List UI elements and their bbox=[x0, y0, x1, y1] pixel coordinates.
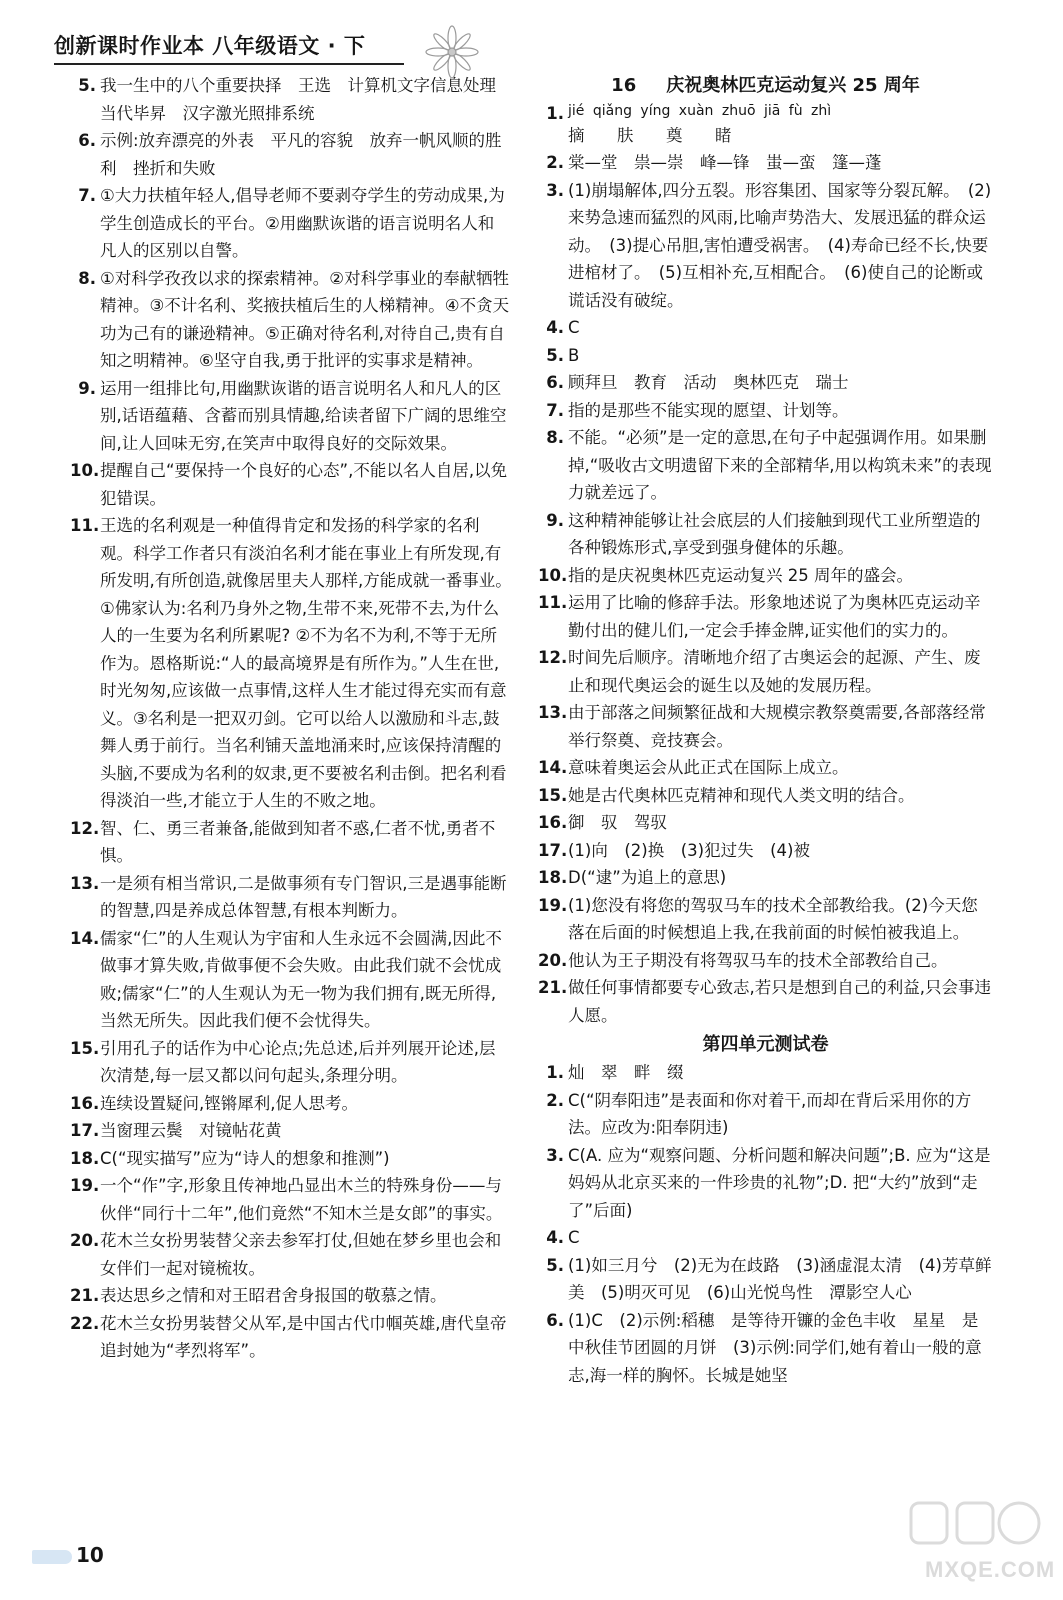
item-number: 4. bbox=[546, 318, 564, 337]
answer-item bbox=[538, 1252, 993, 1307]
item-text: 棠—堂 祟—崇 峰—锋 蚩—蛮 篷—蓬 bbox=[568, 153, 882, 172]
answer-item bbox=[70, 457, 510, 512]
section-heading-16 bbox=[538, 72, 993, 100]
item-text: 儒家“仁”的人生观认为宇宙和人生永远不会圆满,因此不做事才算失败,肯做事便不会失败。由此我们就不会忧成败;儒家“仁”的人生观认为无一物为我们拥有,既无所得,当然无所失。因此我们便不会忧得失。 bbox=[100, 928, 502, 1030]
answer-item bbox=[70, 265, 510, 375]
answer-item bbox=[70, 1172, 510, 1227]
item-text: (1)C (2)示例:稻穗 是等待开镰的金色丰收 星星 是中秋佳节团圆的月饼 (3)示例:同学们,她有着山一般的意志,海一样的胸怀。长城是她坚 bbox=[568, 1310, 982, 1385]
item-number: 8. bbox=[546, 428, 564, 447]
item-number: 13. bbox=[538, 703, 568, 722]
section-heading-unit4: 第四单元测试卷 bbox=[702, 1034, 829, 1055]
watermark-text: MXQE.COM bbox=[925, 1557, 1056, 1582]
item-text: ①大力扶植年轻人,倡导老师不要剥夺学生的劳动成果,为学生创造成长的平台。②用幽默诙谐的语言说明名人和凡人的区别以自警。 bbox=[100, 186, 505, 260]
item-number: 1. bbox=[546, 104, 564, 123]
item-text: 指的是那些不能实现的愿望、计划等。 bbox=[568, 400, 849, 420]
item-text: 意味着奥运会从此正式在国际上成立。 bbox=[568, 758, 849, 777]
item-text: B bbox=[568, 345, 580, 365]
answer-item bbox=[70, 870, 510, 925]
answer-item bbox=[538, 149, 993, 177]
page-header bbox=[54, 30, 514, 74]
item-number: 10. bbox=[70, 461, 100, 480]
item-number: 17. bbox=[70, 1121, 100, 1140]
item-text: 一是须有相当常识,二是做事须有专门智识,三是遇事能断的智慧,四是养成总体智慧,有根本判断力。 bbox=[100, 873, 507, 920]
item-number: 6. bbox=[78, 131, 96, 150]
item-text: 当窗理云鬓 对镜帖花黄 bbox=[100, 1121, 282, 1140]
answer-item bbox=[70, 127, 510, 182]
item-number: 14. bbox=[70, 928, 100, 948]
page-tab-marker bbox=[32, 1550, 72, 1564]
header-title: 创新课时作业本 八年级语文 · 下 bbox=[54, 34, 366, 58]
item-text: D(“逮”为追上的意思) bbox=[568, 868, 727, 887]
watermark-logo-icon bbox=[905, 1495, 1045, 1565]
item-number: 7. bbox=[546, 400, 564, 420]
item-number: 6. bbox=[546, 1310, 564, 1330]
item-text: 灿 翠 畔 缀 bbox=[568, 1063, 684, 1082]
item-number: 1. bbox=[546, 1063, 564, 1082]
item-number: 18. bbox=[70, 1148, 100, 1168]
item-text: 提醒自己“要保持一个良好的心态”,不能以名人自居,以免犯错误。 bbox=[100, 461, 508, 508]
item-number: 16. bbox=[538, 813, 568, 832]
answer-item bbox=[70, 1145, 510, 1173]
answer-item bbox=[538, 369, 993, 397]
item-text: 这种精神能够让社会底层的人们接触到现代工业所塑造的各种锻炼形式,享受到强身健体的乐趣。 bbox=[568, 510, 981, 557]
answer-item bbox=[538, 809, 993, 837]
answer-item bbox=[538, 782, 993, 810]
item-number: 20. bbox=[538, 950, 568, 970]
item-number: 10. bbox=[538, 565, 568, 585]
answer-item bbox=[538, 562, 993, 590]
item-text: 他认为王子期没有将驾驭马车的技术全部教给自己。 bbox=[568, 950, 948, 970]
item-text: (1)崩塌解体,四分五裂。形容集团、国家等分裂瓦解。 (2)来势急速而猛烈的风雨,比喻声势浩大、发展迅猛的群众运动。 (3)提心吊胆,害怕遭受祸害。 (4)寿命已经不长,快要进棺材了。 (5)互相补充,互相配合。 (6)使自己的论断或谎话没有破绽。 bbox=[568, 180, 992, 310]
answer-item bbox=[538, 589, 993, 644]
item-number: 5. bbox=[546, 345, 564, 365]
answer-item bbox=[538, 314, 993, 342]
item-text: 运用一组排比句,用幽默诙谐的语言说明名人和凡人的区别,话语蕴藉、含蓄而别具情趣,给读者留下广阔的思维空间,让人回味无穷,在笑声中取得良好的交际效果。 bbox=[100, 378, 507, 453]
answer-item bbox=[538, 1307, 993, 1390]
hanzi-line: 摘 肤 奠 睹 bbox=[568, 126, 740, 145]
item-text: (1)您没有将您的驾驭马车的技术全部教给我。(2)今天您落在后面的时候想追上我,在我前面的时候怕被我追上。 bbox=[568, 895, 978, 942]
answer-item bbox=[538, 974, 993, 1029]
item-text: C(“现实描写”应为“诗人的想象和推测”) bbox=[100, 1148, 390, 1168]
item-text: 引用孔子的话作为中心论点;先总述,后并列展开论述,层次清楚,每一层又都以问句起头,条理分明。 bbox=[100, 1038, 496, 1085]
item-text: 不能。“必须”是一定的意思,在句子中起强调作用。如果删掉,“吸收古文明遗留下来的全部精华,用以构筑未来”的表现力就差远了。 bbox=[568, 428, 992, 502]
item-number: 22. bbox=[70, 1313, 100, 1333]
answer-item bbox=[538, 424, 993, 507]
answer-item bbox=[538, 754, 993, 782]
item-number: 13. bbox=[70, 873, 100, 893]
answer-item bbox=[538, 947, 993, 975]
answer-item bbox=[70, 1227, 510, 1282]
item-text: 时间先后顺序。清晰地介绍了古奥运会的起源、产生、废止和现代奥运会的诞生以及她的发展历程。 bbox=[568, 648, 981, 695]
header-rule bbox=[54, 63, 404, 65]
item-number: 11. bbox=[538, 593, 568, 612]
item-text: ①对科学孜孜以求的探索精神。②对科学事业的奉献牺牲精神。③不计名利、奖掖扶植后生的人梯精神。④不贪天功为己有的谦逊精神。⑤正确对待名利,对待自己,贵有自知之明精神。⑥坚守自我,勇于批评的实事求是精神。 bbox=[100, 268, 510, 370]
item-number: 11. bbox=[70, 516, 100, 535]
answer-item bbox=[538, 1087, 993, 1142]
answer-item bbox=[70, 512, 520, 815]
item-number: 17. bbox=[538, 840, 568, 860]
item-number: 9. bbox=[78, 378, 96, 398]
item-number: 8. bbox=[78, 268, 96, 288]
item-text: C bbox=[568, 1228, 580, 1247]
section-number: 16 bbox=[611, 75, 637, 96]
item-text: 她是古代奥林匹克精神和现代人类文明的结合。 bbox=[568, 785, 915, 805]
item-text: 示例:放弃漂亮的外表 平凡的容貌 放弃一帆风顺的胜利 挫折和失败 bbox=[100, 131, 502, 178]
item-number: 3. bbox=[546, 180, 564, 200]
answer-item bbox=[538, 837, 993, 865]
item-number: 9. bbox=[546, 510, 564, 530]
item-number: 5. bbox=[546, 1255, 564, 1275]
answer-item bbox=[538, 342, 993, 370]
item-text: 御 驭 驾驭 bbox=[568, 813, 667, 832]
answer-item bbox=[538, 177, 993, 315]
answer-item bbox=[538, 1142, 993, 1225]
answer-item bbox=[538, 397, 993, 425]
item-number: 20. bbox=[70, 1231, 100, 1250]
item-number: 5. bbox=[78, 76, 96, 95]
item-number: 18. bbox=[538, 868, 568, 887]
item-number: 7. bbox=[78, 186, 96, 205]
answer-item bbox=[538, 100, 993, 149]
item-number: 3. bbox=[546, 1145, 564, 1165]
pinyin-line: jié qiǎng yíng xuàn zhuō jiā fù zhì bbox=[568, 103, 832, 119]
left-column bbox=[70, 72, 520, 1365]
item-number: 19. bbox=[538, 895, 568, 915]
answer-item bbox=[70, 182, 510, 265]
item-text: 我一生中的八个重要抉择 王选 计算机文字信息处理 当代毕昇 汉字激光照排系统 bbox=[100, 76, 513, 123]
item-number: 14. bbox=[538, 758, 568, 777]
watermark bbox=[905, 1495, 1056, 1595]
item-number: 16. bbox=[70, 1093, 100, 1113]
answer-item bbox=[70, 1117, 510, 1145]
item-text: 指的是庆祝奥林匹克运动复兴 25 周年的盛会。 bbox=[568, 565, 913, 585]
item-number: 4. bbox=[546, 1228, 564, 1247]
item-number: 15. bbox=[70, 1038, 100, 1058]
item-number: 2. bbox=[546, 1090, 564, 1110]
right-column bbox=[538, 72, 993, 1389]
answer-item bbox=[70, 1310, 510, 1365]
item-text: 一个“作”字,形象且传神地凸显出木兰的特殊身份——与伙伴“同行十二年”,他们竟然“不知木兰是女郎”的事实。 bbox=[100, 1176, 503, 1223]
item-text: 连续设置疑问,铿锵犀利,促人思考。 bbox=[100, 1093, 358, 1113]
answer-item bbox=[538, 1059, 993, 1087]
item-text: C(“阴奉阳违”是表面和你对着干,而却在背后采用你的方法。应改为:阳奉阴违) bbox=[568, 1090, 972, 1137]
item-text: 花木兰女扮男装替父亲去参军打仗,但她在梦乡里也会和女伴们一起对镜梳妆。 bbox=[100, 1231, 502, 1278]
item-number: 12. bbox=[70, 818, 100, 838]
answer-item bbox=[538, 864, 993, 892]
answer-item bbox=[538, 644, 993, 699]
item-number: 6. bbox=[546, 373, 564, 392]
answer-item bbox=[538, 892, 993, 947]
item-text: 由于部落之间频繁征战和大规模宗教祭奠需要,各部落经常举行祭奠、竞技赛会。 bbox=[568, 703, 986, 750]
item-text: 顾拜旦 教育 活动 奥林匹克 瑞士 bbox=[568, 373, 849, 392]
item-text: 做任何事情都要专心致志,若只是想到自己的利益,只会事违人愿。 bbox=[568, 978, 991, 1025]
answer-item bbox=[70, 375, 510, 458]
item-text: 智、仁、勇三者兼备,能做到知者不惑,仁者不忧,勇者不惧。 bbox=[100, 818, 496, 865]
answer-item bbox=[70, 1035, 510, 1090]
answer-item bbox=[70, 1090, 510, 1118]
item-number: 2. bbox=[546, 153, 564, 172]
item-number: 19. bbox=[70, 1176, 100, 1195]
item-text: 花木兰女扮男装替父从军,是中国古代巾帼英雄,唐代皇帝追封她为“孝烈将军”。 bbox=[100, 1313, 507, 1360]
answer-item bbox=[70, 815, 510, 870]
answer-item bbox=[538, 699, 993, 754]
item-text: 表达思乡之情和对王昭君舍身报国的敬慕之情。 bbox=[100, 1286, 447, 1305]
item-text: 王选的名利观是一种值得肯定和发扬的科学家的名利观。科学工作者只有淡泊名利才能在事业上有所发现,有所发明,有所创造,就像居里夫人那样,方能成就一番事业。 ①佛家认为:名利乃身外之物,生带不来,死带不去,为什么人的一生要为名利所累呢? ②不为名不为利,不等于无所作为。恩格斯说:“人的最高境界是有所作为。”人生在世,时光匆匆,应该做一点事情,这样人生才能过得充实而有意义。③名利是一把双刃剑。它可以给人以激励和斗志,鼓舞人勇于前行。当名利铺天盖地涌来时,应该保持清醒的头脑,不要成为名利的奴隶,更不要被名利击倒。把名利看得淡泊一些,才能立于人生的不败之地。 bbox=[100, 516, 520, 810]
item-text: (1)如三月兮 (2)无为在歧路 (3)涵虚混太清 (4)芳草鲜美 (5)明灭可见 (6)山光悦鸟性 潭影空人心 bbox=[568, 1255, 992, 1302]
item-text: 运用了比喻的修辞手法。形象地述说了为奥林匹克运动辛勤付出的健儿们,一定会手捧金牌,证实他们的实力的。 bbox=[568, 593, 981, 640]
item-text: C bbox=[568, 318, 580, 337]
page-number: 10 bbox=[76, 1543, 104, 1567]
item-number: 12. bbox=[538, 648, 568, 667]
answer-item bbox=[538, 507, 993, 562]
answer-item bbox=[538, 1224, 993, 1252]
section-title: 庆祝奥林匹克运动复兴 25 周年 bbox=[666, 75, 920, 96]
item-number: 21. bbox=[538, 978, 568, 997]
answer-item bbox=[70, 1282, 510, 1310]
answer-item bbox=[70, 72, 513, 127]
item-text: (1)向 (2)换 (3)犯过失 (4)被 bbox=[568, 840, 810, 860]
item-text: C(A. 应为“观察问题、分析问题和解决问题”;B. 应为“这是妈妈从北京买来的一件珍贵的礼物”;D. 把“大约”放到“走了”后面) bbox=[568, 1145, 991, 1220]
answer-item bbox=[70, 925, 510, 1035]
item-number: 15. bbox=[538, 785, 568, 805]
item-number: 21. bbox=[70, 1286, 100, 1305]
